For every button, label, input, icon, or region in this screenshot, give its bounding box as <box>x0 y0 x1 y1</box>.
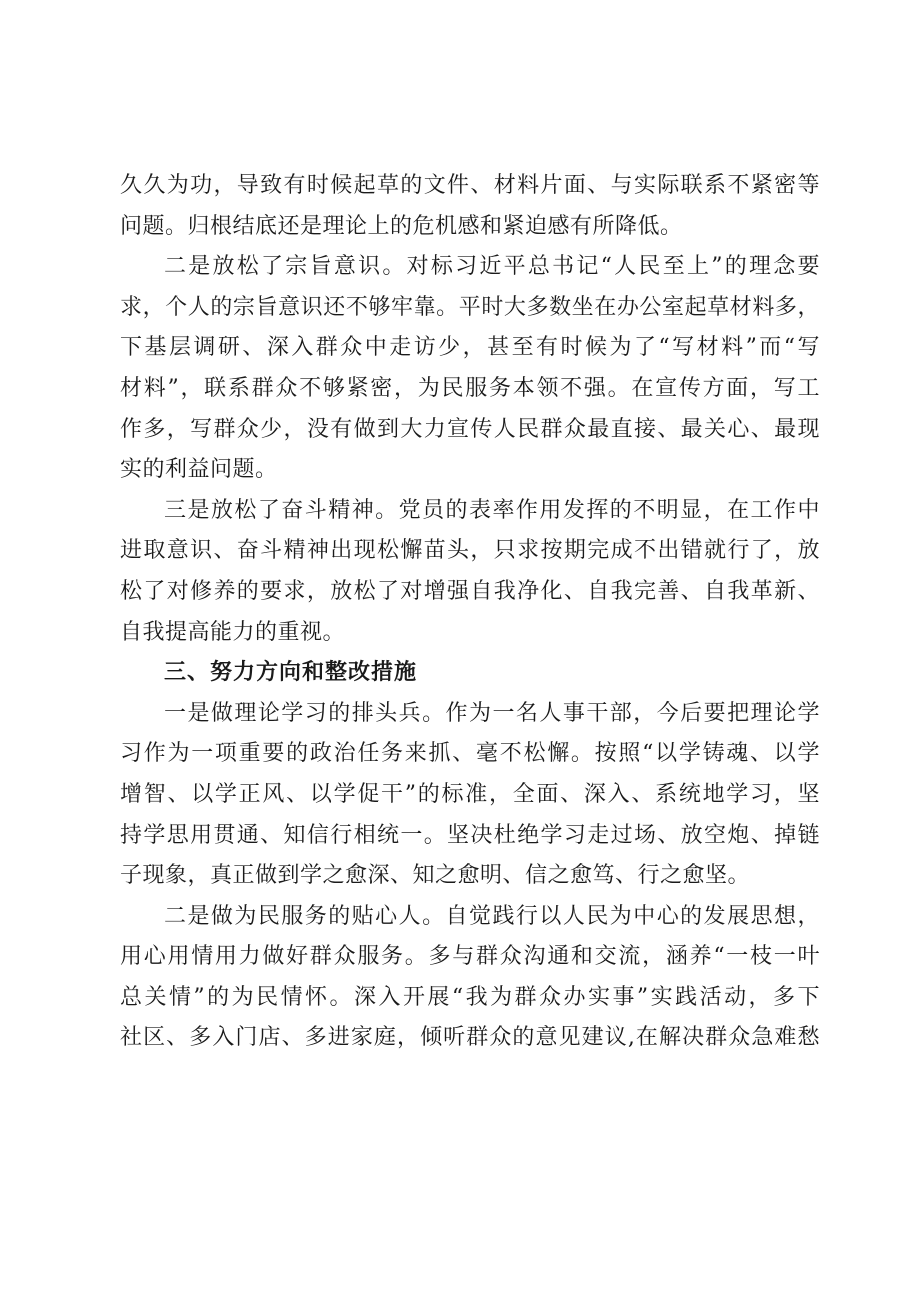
paragraph-line: 用心用情用力做好群众服务。多与群众沟通和交流，涵养“一枝一叶 <box>120 944 820 970</box>
paragraph-line: 一是做理论学习的排头兵。作为一名人事干部，今后要把理论学 <box>164 700 820 726</box>
paragraph-line: 实的利益问题。 <box>120 457 278 483</box>
paragraph-line: 下基层调研、深入群众中走访少，甚至有时候为了“写材料”而“写 <box>120 335 820 361</box>
paragraph-line: 习作为一项重要的政治任务来抓、毫不松懈。按照“以学铸魂、以学 <box>120 741 820 767</box>
paragraph-line: 总关情”的为民情怀。深入开展“我为群众办实事”实践活动，多下 <box>120 984 820 1010</box>
document-body <box>120 166 820 1059</box>
paragraph-line: 三是放松了奋斗精神。党员的表率作用发挥的不明显，在工作中 <box>164 497 820 523</box>
section-heading: 三、努力方向和整改措施 <box>164 660 418 686</box>
paragraph-line: 社区、多入门店、多进家庭，倾听群众的意见建议,在解决群众急难愁 <box>120 1025 820 1051</box>
paragraph-line: 求，个人的宗旨意识还不够牢靠。平时大多数坐在办公室起草材料多， <box>120 294 820 320</box>
paragraph-line: 久久为功，导致有时候起草的文件、材料片面、与实际联系不紧密等 <box>120 173 820 198</box>
paragraph-line: 子现象，真正做到学之愈深、知之愈明、信之愈笃、行之愈坚。 <box>120 863 751 889</box>
paragraph-line: 自我提高能力的重视。 <box>120 619 346 645</box>
paragraph-line: 二是放松了宗旨意识。对标习近平总书记“人民至上”的理念要 <box>164 254 820 280</box>
paragraph-line: 持学思用贯通、知信行相统一。坚决杜绝学习走过场、放空炮、掉链 <box>120 822 820 848</box>
paragraph-line: 增智、以学正风、以学促干”的标准，全面、深入、系统地学习，坚 <box>120 781 820 807</box>
paragraph-line: 材料”，联系群众不够紧密，为民服务本领不强。在宣传方面，写工 <box>120 375 820 401</box>
paragraph-line: 松了对修养的要求，放松了对增强自我净化、自我完善、自我革新、 <box>120 578 820 604</box>
paragraph-line: 问题。归根结底还是理论上的危机感和紧迫感有所降低。 <box>120 213 683 239</box>
paragraph-line: 作多，写群众少，没有做到大力宣传人民群众最直接、最关心、最现 <box>120 416 820 442</box>
paragraph-line: 二是做为民服务的贴心人。自觉践行以人民为中心的发展思想， <box>164 903 820 929</box>
paragraph-line: 进取意识、奋斗精神出现松懈苗头，只求按期完成不出错就行了，放 <box>120 538 820 564</box>
